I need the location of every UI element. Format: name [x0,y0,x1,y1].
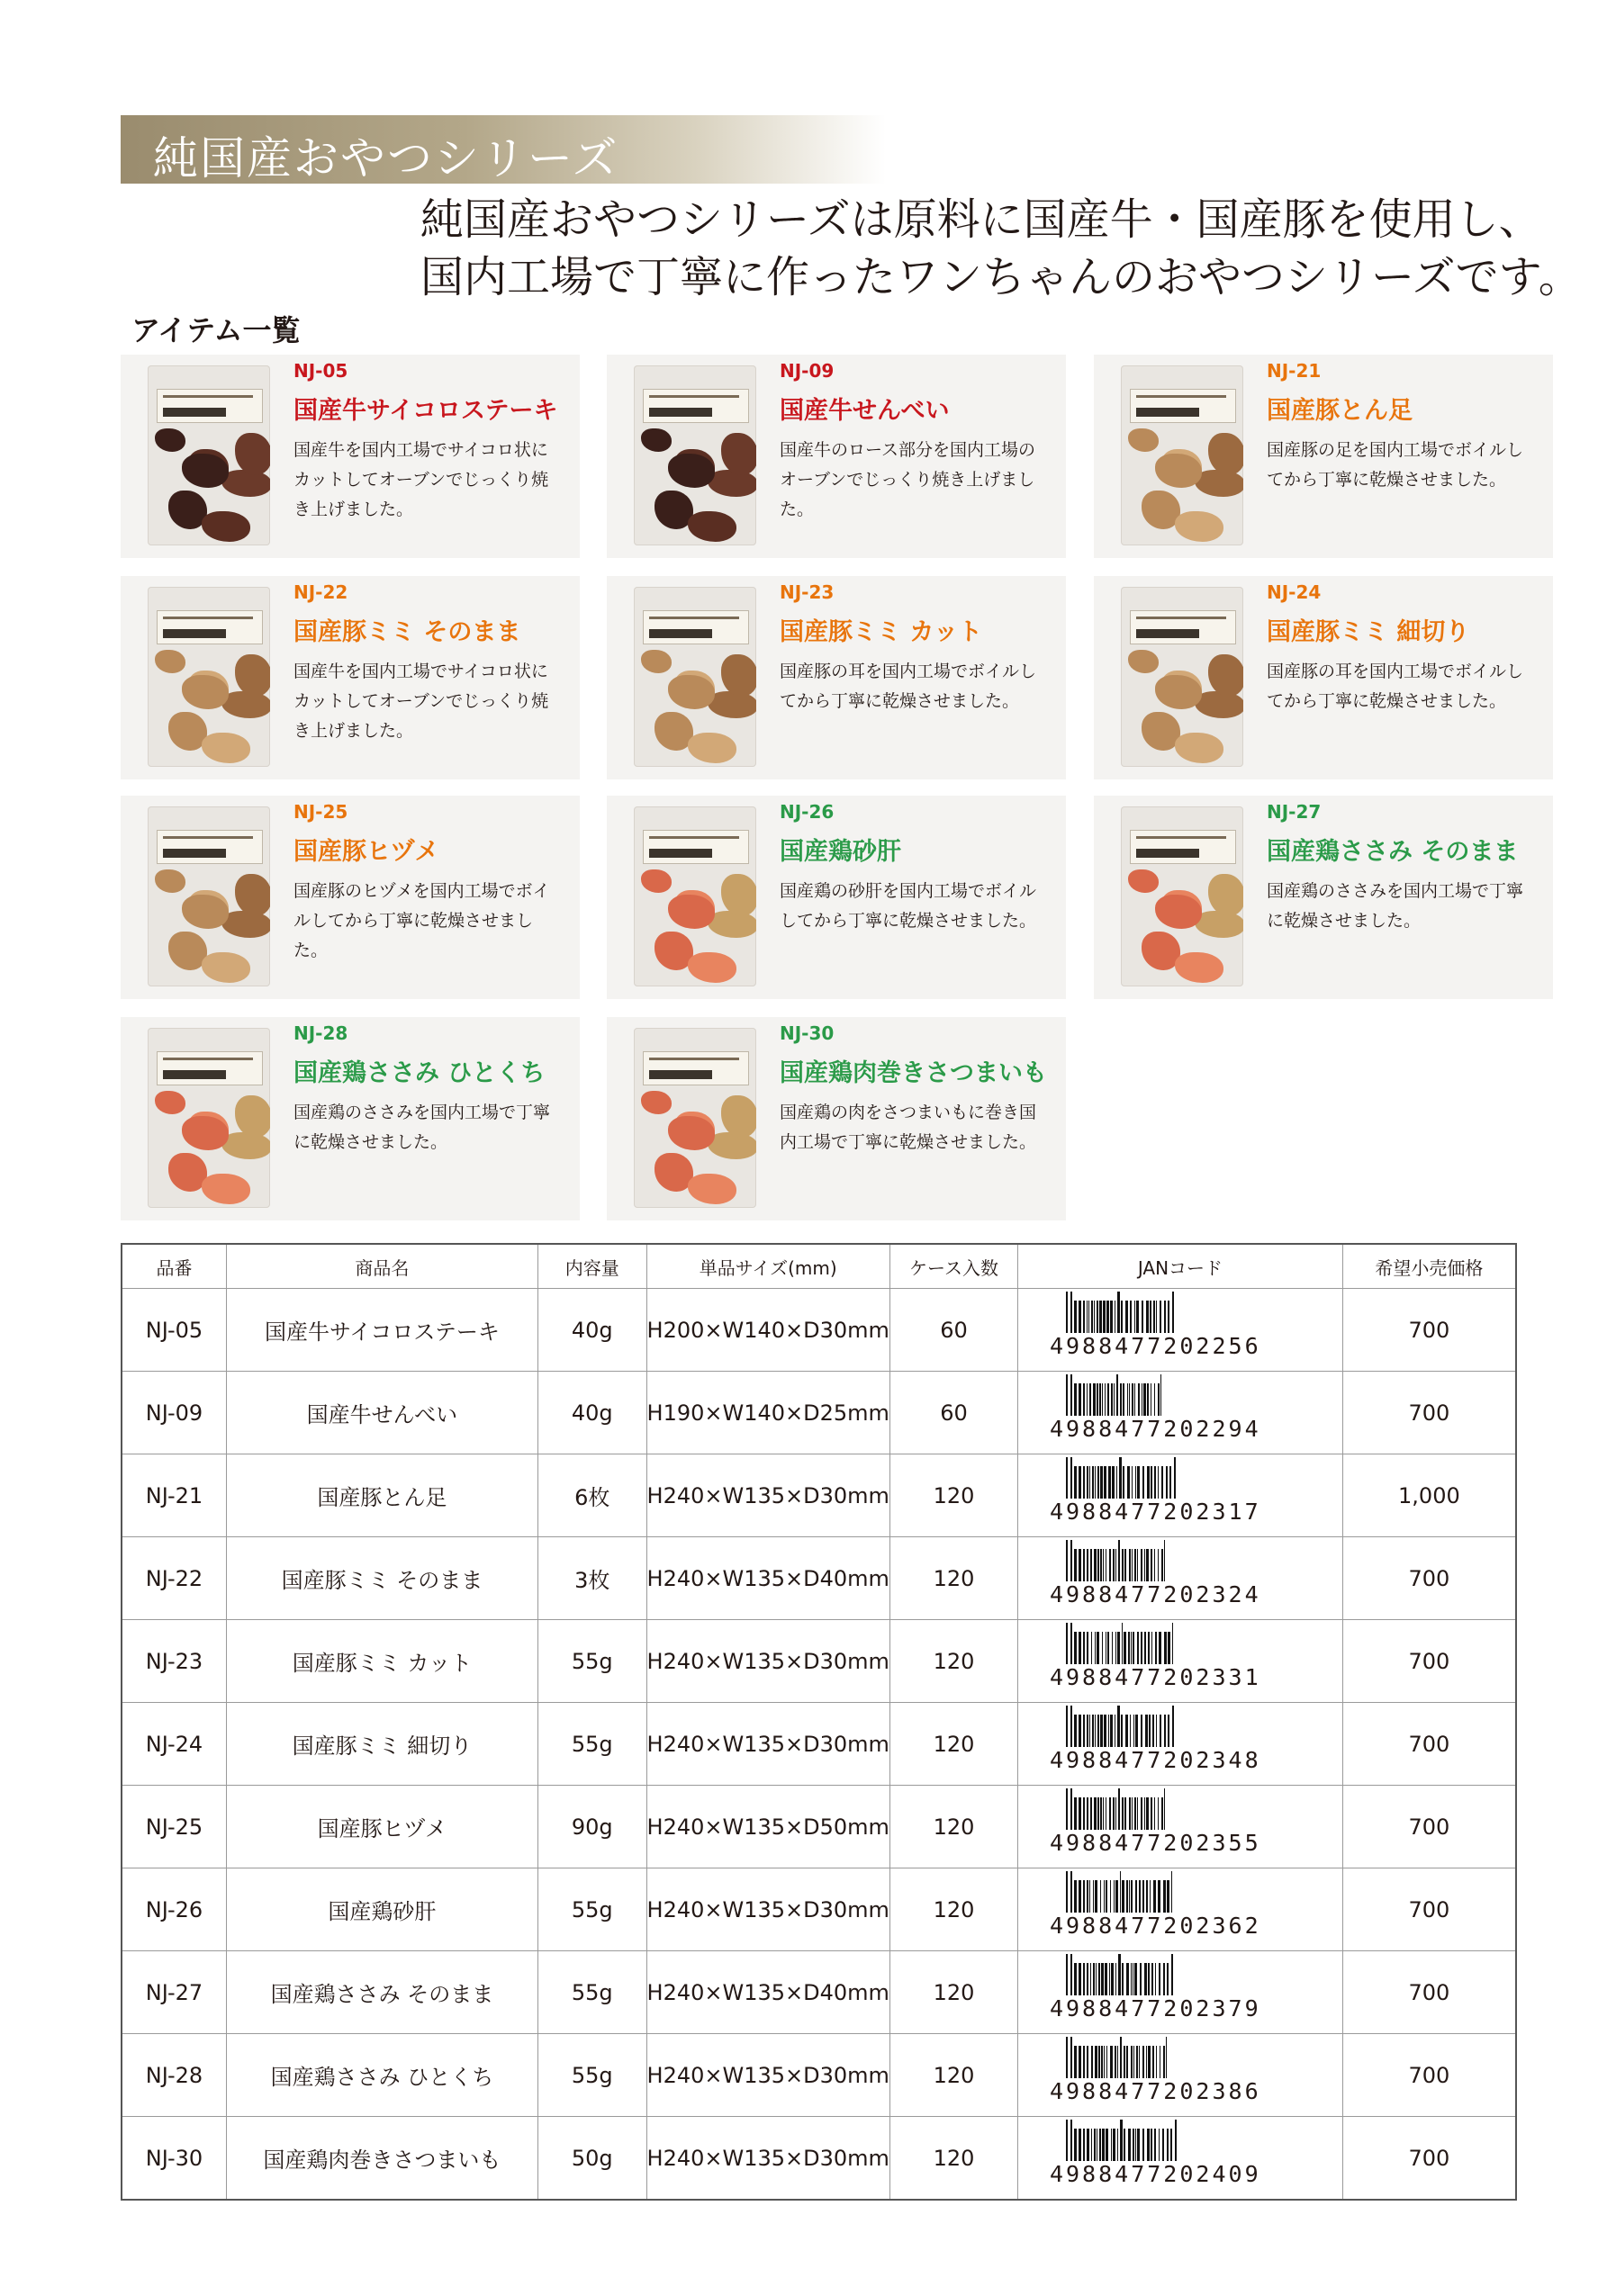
product-piece [202,1174,250,1204]
cell-price: 700 [1342,2117,1516,2201]
item-name: 国産牛せんべい [780,397,950,425]
product-piece [688,1174,736,1204]
product-piece [668,454,715,488]
table-row [122,1454,1516,1537]
header-jan: JANコード [1018,1244,1343,1289]
product-piece [235,654,270,697]
item-card [121,355,580,558]
cell-case: 120 [889,2034,1017,2117]
item-name: 国産鶏ささみ ひとくち [293,1059,546,1087]
cell-case: 60 [889,1372,1017,1454]
product-piece [155,869,185,893]
item-name: 国産豚ミミ そのまま [293,618,521,646]
package-label [157,610,263,644]
cell-price: 1,000 [1342,1454,1516,1537]
product-photo [1121,365,1243,545]
cell-code: NJ-24 [122,1703,226,1786]
jan-digits [1050,1913,1311,1939]
item-description: 国産豚の耳を国内工場でボイルしてから丁寧に乾燥させました。 [780,662,1037,711]
item-description: 国産豚のヒヅメを国内工場でボイルしてから丁寧に乾燥させました。 [293,881,550,960]
cell-amount: 55g [537,2034,646,2117]
cell-price: 700 [1342,1372,1516,1454]
product-piece [155,428,185,452]
package-label [643,610,749,644]
cell-name: 国産豚ヒヅメ [226,1786,537,1868]
cell-code: NJ-21 [122,1454,226,1537]
cell-amount: 40g [537,1372,646,1454]
jan-digits [1050,1499,1311,1525]
item-code: NJ-24 [1267,581,1322,603]
cell-size: H240×W135×D30mm [646,2117,889,2201]
item-code: NJ-09 [780,360,835,382]
product-photo [148,1028,270,1208]
cell-case: 120 [889,1868,1017,1951]
product-piece [721,433,756,475]
cell-case: 120 [889,1537,1017,1620]
item-name: 国産豚ヒヅメ [293,838,439,866]
header-code: 品番 [122,1244,226,1289]
jan-digits [1050,1664,1311,1690]
package-label [643,830,749,864]
item-card [1094,355,1553,558]
product-piece [1208,433,1243,475]
jan-digits [1050,1416,1311,1442]
item-code: NJ-23 [780,581,835,603]
package-label [157,830,263,864]
jan-digits [1050,2078,1311,2104]
item-description: 国産鶏のささみを国内工場で丁寧に乾燥させました。 [293,1103,551,1152]
jan-number: 4988477202355 [1049,1830,1261,1856]
cell-code: NJ-26 [122,1868,226,1951]
jan-digits [1050,1747,1311,1773]
package-label [643,389,749,423]
product-piece [182,895,229,929]
header-price: 希望小売価格 [1342,1244,1516,1289]
product-piece [1175,511,1223,542]
intro-line-1: 純国産おやつシリーズは原料に国産牛・国産豚を使用し、 [420,194,1542,245]
jan-barcode [1018,1620,1343,1703]
product-piece [235,874,270,916]
cell-name: 国産鶏砂肝 [226,1868,537,1951]
item-description: 国産鶏の砂肝を国内工場でボイルしてから丁寧に乾燥させました。 [780,881,1037,931]
product-photo [634,365,756,545]
spec-table [121,1243,1517,2201]
cell-case: 120 [889,1951,1017,2034]
product-piece [1175,952,1223,983]
product-piece [1195,691,1243,718]
intro-line-2: 国内工場で丁寧に作ったワンちゃんのおやつシリーズです。 [420,252,1582,302]
product-photo [634,587,756,767]
cell-name: 国産豚ミミ カット [226,1620,537,1703]
cell-amount: 3枚 [537,1537,646,1620]
product-piece [668,1116,715,1150]
item-name: 国産豚ミミ カット [780,618,983,646]
product-piece [155,1091,185,1114]
cell-amount: 90g [537,1786,646,1868]
jan-number: 4988477202386 [1049,2078,1261,2104]
item-name: 国産鶏砂肝 [780,838,901,866]
table-row [122,1868,1516,1951]
cell-amount: 55g [537,1951,646,2034]
cell-price: 700 [1342,1951,1516,2034]
cell-price: 700 [1342,1868,1516,1951]
cell-name: 国産鶏ささみ そのまま [226,1951,537,2034]
cell-amount: 55g [537,1703,646,1786]
product-piece [202,511,250,542]
product-piece [182,1116,229,1150]
package-label [1130,830,1236,864]
jan-digits [1050,1830,1311,1856]
header-name: 商品名 [226,1244,537,1289]
jan-number: 4988477202324 [1049,1581,1261,1607]
cell-name: 国産牛せんべい [226,1372,537,1454]
cell-code: NJ-27 [122,1951,226,2034]
product-piece [668,895,715,929]
cell-case: 120 [889,1786,1017,1868]
product-piece [688,733,736,763]
cell-code: NJ-30 [122,2117,226,2201]
jan-barcode [1018,1786,1343,1868]
item-name: 国産豚ミミ 細切り [1267,618,1470,646]
table-header-row [122,1244,1516,1289]
package-label [157,1051,263,1085]
jan-number: 4988477202409 [1049,2161,1261,2187]
item-description: 国産牛を国内工場でサイコロ状にカットしてオーブンでじっくり焼き上げました。 [293,662,549,741]
item-code: NJ-30 [780,1022,835,1044]
product-piece [221,1132,270,1159]
table-row [122,1951,1516,2034]
product-piece [221,470,270,497]
jan-digits [1050,1333,1311,1359]
product-piece [1128,650,1159,673]
jan-number: 4988477202256 [1049,1333,1261,1359]
cell-name: 国産鶏ささみ ひとくち [226,2034,537,2117]
jan-number: 4988477202294 [1049,1416,1261,1442]
cell-case: 120 [889,1703,1017,1786]
product-piece [1195,911,1243,938]
product-piece [641,1091,672,1114]
product-piece [1155,454,1202,488]
cell-case: 120 [889,1620,1017,1703]
item-card [1094,576,1553,779]
product-piece [721,1095,756,1138]
item-name: 国産鶏ささみ そのまま [1267,838,1519,866]
item-description: 国産豚の足を国内工場でボイルしてから丁寧に乾燥させました。 [1267,440,1524,490]
cell-size: H240×W135×D30mm [646,1454,889,1537]
item-name: 国産鶏肉巻きさつまいも [780,1059,1047,1087]
product-piece [668,675,715,709]
cell-code: NJ-09 [122,1372,226,1454]
table-row [122,2034,1516,2117]
table-row [122,1786,1516,1868]
title-band [121,115,886,184]
item-description: 国産牛を国内工場でサイコロ状にカットしてオーブンでじっくり焼き上げました。 [293,440,549,519]
product-piece [688,511,736,542]
cell-price: 700 [1342,1786,1516,1868]
product-photo [148,587,270,767]
table-row [122,1537,1516,1620]
cell-size: H240×W135×D30mm [646,1868,889,1951]
product-piece [1208,874,1243,916]
item-card [1094,796,1553,999]
item-description: 国産豚の耳を国内工場でボイルしてから丁寧に乾燥させました。 [1267,662,1524,711]
jan-barcode [1018,1454,1343,1537]
item-description: 国産牛のロース部分を国内工場のオーブンでじっくり焼き上げました。 [780,440,1036,519]
product-piece [1195,470,1243,497]
product-piece [708,470,756,497]
package-label [643,1051,749,1085]
jan-digits [1050,1581,1311,1607]
jan-barcode [1018,2117,1343,2201]
item-code: NJ-25 [293,801,348,823]
cell-amount: 55g [537,1868,646,1951]
jan-digits [1050,2161,1311,2187]
cell-case: 120 [889,1454,1017,1537]
product-piece [1155,895,1202,929]
product-piece [688,952,736,983]
jan-barcode [1018,1868,1343,1951]
cell-price: 700 [1342,2034,1516,2117]
product-piece [708,691,756,718]
product-piece [1208,654,1243,697]
product-piece [221,691,270,718]
product-piece [202,733,250,763]
cell-code: NJ-28 [122,2034,226,2117]
intro-text [420,191,1582,306]
cell-amount: 6枚 [537,1454,646,1537]
cell-code: NJ-23 [122,1620,226,1703]
item-code: NJ-05 [293,360,348,382]
cell-size: H240×W135×D50mm [646,1786,889,1868]
product-piece [721,654,756,697]
product-piece [721,874,756,916]
cell-size: H190×W140×D25mm [646,1372,889,1454]
product-photo [1121,587,1243,767]
cell-name: 国産豚ミミ 細切り [226,1703,537,1786]
product-piece [235,1095,270,1138]
product-photo [148,806,270,986]
item-description: 国産鶏のささみを国内工場で丁寧に乾燥させました。 [1267,881,1524,931]
cell-size: H240×W135×D40mm [646,1537,889,1620]
product-piece [708,911,756,938]
table-row [122,1620,1516,1703]
item-card [607,796,1066,999]
product-piece [641,869,672,893]
table-row [122,1703,1516,1786]
cell-case: 120 [889,2117,1017,2201]
jan-barcode [1018,1289,1343,1372]
jan-number: 4988477202379 [1049,1995,1261,2021]
cell-code: NJ-05 [122,1289,226,1372]
cell-name: 国産牛サイコロステーキ [226,1289,537,1372]
product-piece [1128,869,1159,893]
product-photo [1121,806,1243,986]
items-heading: アイテム一覧 [131,313,301,347]
cell-size: H200×W140×D30mm [646,1289,889,1372]
cell-amount: 50g [537,2117,646,2201]
product-piece [235,433,270,475]
product-piece [641,428,672,452]
product-piece [182,675,229,709]
header-size: 単品サイズ(mm) [646,1244,889,1289]
cell-case: 60 [889,1289,1017,1372]
item-card [607,1017,1066,1220]
product-piece [221,911,270,938]
cell-size: H240×W135×D30mm [646,1703,889,1786]
jan-number: 4988477202348 [1049,1747,1261,1773]
jan-number: 4988477202317 [1049,1499,1261,1525]
item-card [607,355,1066,558]
item-name: 国産豚とん足 [1267,397,1413,425]
item-card [607,576,1066,779]
jan-number: 4988477202362 [1049,1913,1261,1939]
product-photo [148,365,270,545]
item-code: NJ-22 [293,581,348,603]
jan-number: 4988477202331 [1049,1664,1261,1690]
product-piece [155,650,185,673]
cell-amount: 40g [537,1289,646,1372]
header-amount: 内容量 [537,1244,646,1289]
jan-barcode [1018,1703,1343,1786]
product-piece [1128,428,1159,452]
cell-size: H240×W135×D30mm [646,1620,889,1703]
jan-barcode [1018,1951,1343,2034]
package-label [1130,389,1236,423]
cell-code: NJ-22 [122,1537,226,1620]
item-code: NJ-28 [293,1022,348,1044]
cell-name: 国産豚ミミ そのまま [226,1537,537,1620]
page-title: 純国産おやつシリーズ [153,132,619,185]
cell-name: 国産鶏肉巻きさつまいも [226,2117,537,2201]
product-piece [641,650,672,673]
item-card [121,1017,580,1220]
cell-price: 700 [1342,1289,1516,1372]
product-piece [708,1132,756,1159]
cell-name: 国産豚とん足 [226,1454,537,1537]
item-code: NJ-26 [780,801,835,823]
item-card [121,576,580,779]
jan-barcode [1018,2034,1343,2117]
item-code: NJ-27 [1267,801,1322,823]
cell-size: H240×W135×D40mm [646,1951,889,2034]
product-photo [634,806,756,986]
cell-amount: 55g [537,1620,646,1703]
item-name: 国産牛サイコロステーキ [293,397,558,425]
cell-code: NJ-25 [122,1786,226,1868]
jan-barcode [1018,1372,1343,1454]
cell-size: H240×W135×D30mm [646,2034,889,2117]
table-row [122,1289,1516,1372]
item-description: 国産鶏の肉をさつまいもに巻き国内工場で丁寧に乾燥させました。 [780,1103,1037,1152]
product-piece [182,454,229,488]
cell-price: 700 [1342,1620,1516,1703]
product-piece [1175,733,1223,763]
product-piece [1155,675,1202,709]
package-label [157,389,263,423]
product-piece [202,952,250,983]
table-row [122,2117,1516,2201]
header-case: ケース入数 [889,1244,1017,1289]
table-row [122,1372,1516,1454]
product-photo [634,1028,756,1208]
item-card [121,796,580,999]
jan-barcode [1018,1537,1343,1620]
item-code: NJ-21 [1267,360,1322,382]
jan-digits [1050,1995,1311,2021]
cell-price: 700 [1342,1537,1516,1620]
cell-price: 700 [1342,1703,1516,1786]
package-label [1130,610,1236,644]
